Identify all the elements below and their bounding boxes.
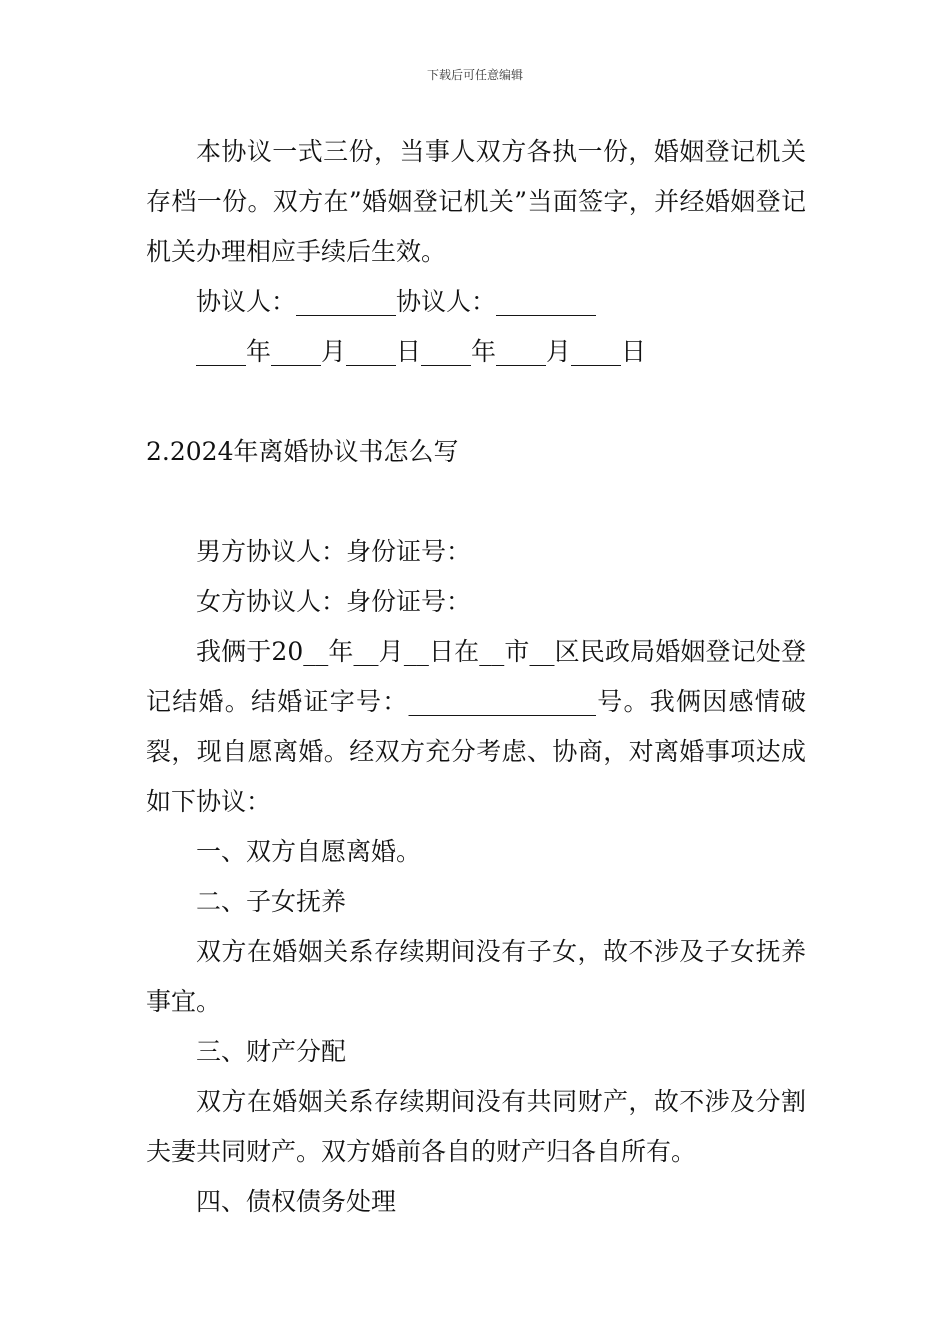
item-2-heading: 二、子女抚养	[196, 887, 347, 916]
item-4-heading: 四、债权债务处理	[196, 1187, 397, 1216]
item-1-heading: 一、双方自愿离婚。	[196, 837, 422, 866]
date-line: ____年____月____日____年____月____日	[196, 337, 647, 366]
signature-line: 协议人：________协议人：________	[196, 287, 597, 316]
item-2-text: 双方在婚姻关系存续期间没有子女，故不涉及子女抚养事宜。	[146, 937, 806, 1016]
item-3-text: 双方在婚姻关系存续期间没有共同财产，故不涉及分割夫妻共同财产。双方婚前各自的财产归各自所有。	[146, 1087, 806, 1166]
agreement-copies-paragraph: 本协议一式三份，当事人双方各执一份，婚姻登记机关存档一份。双方在”婚姻登记机关”当面签字，并经婚姻登记机关办理相应手续后生效。	[146, 137, 806, 266]
section-title: 2.2024年离婚协议书怎么写	[146, 437, 459, 466]
male-party-line: 男方协议人：身份证号：	[196, 537, 472, 566]
marriage-info-paragraph: 我俩于20__年__月__日在__市__区民政局婚姻登记处登记结婚。结婚证字号：_______________号。我俩因感情破裂，现自愿离婚。经双方充分考虑、协商，对离婚事项达成如下协议：	[146, 637, 806, 816]
spacer	[146, 377, 806, 427]
header-note: 下载后可任意编辑	[426, 68, 523, 82]
item-3-heading: 三、财产分配	[196, 1037, 347, 1066]
female-party-line: 女方协议人：身份证号：	[196, 587, 472, 616]
spacer	[146, 477, 806, 527]
document-body	[146, 127, 806, 1227]
